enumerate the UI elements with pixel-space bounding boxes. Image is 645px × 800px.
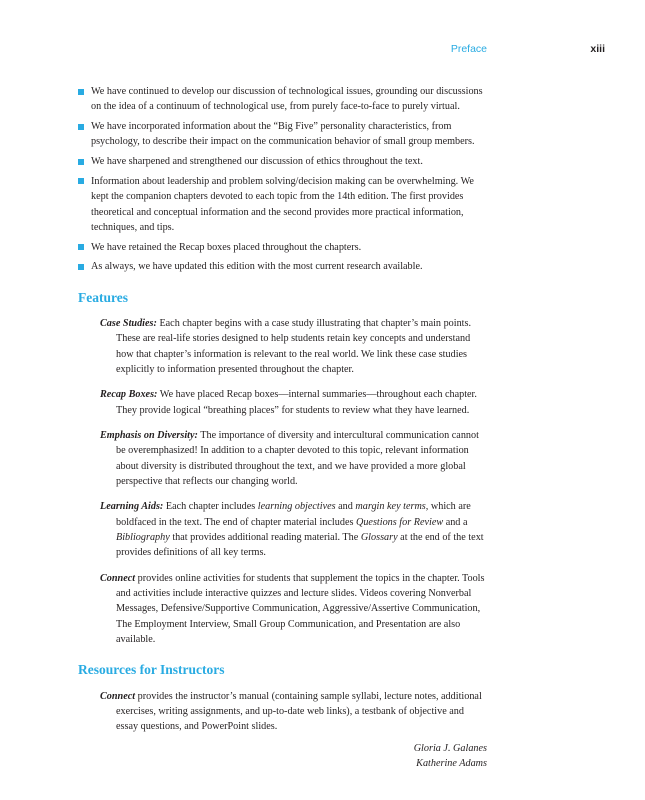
feature-term: Learning Aids: [100,501,164,513]
feature-term: Connect [100,690,136,702]
page-body [78,84,488,738]
list-item: We have incorporated information about the “Big Five” personality characteristics, from psychology, to describe their impact on the communication behavior of small group members. [78,119,488,150]
resources-heading: Resources for Instructors [78,662,225,678]
resource-connect: Connect provides the instructor’s manual (containing sample syllabi, lecture notes, additional exercises, writing assignments, and up-to-date web links), a testbank of objective and essay questions, and PowerPoint slides. [100,690,482,733]
running-head: Preface [450,43,487,55]
feature-recap-boxes: Recap Boxes: We have placed Recap boxes—internal summaries—throughout each chapter. They provide logical “breathing places” for students to review what they have learned. [100,389,477,416]
feature-diversity: Emphasis on Diversity: The importance of diversity and intercultural communication cannot be overemphasized! In addition to a chapter devoted to this topic, relevant information about diversity is distributed throughout the text, and we have provided a more global perspective that reflects our changing world. [100,430,479,487]
list-item: Information about leadership and problem solving/decision making can be overwhelming. We kept the companion chapters devoted to each topic from the 14th edition. The first provides theoretical and conceptual information and the second provides more practical information, techniques, and tips. [78,174,488,235]
features-heading: Features [78,289,128,305]
author-name: Katherine Adams [416,758,487,770]
feature-learning-aids: Learning Aids: Each chapter includes learning objectives and margin key terms, which are boldfaced in the text. The end of chapter material includes Questions for Review and a Bibliography that provides additional reading material. The Glossary at the end of the text provides definitions of all key terms. [100,501,484,559]
list-item: We have retained the Recap boxes placed throughout the chapters. [78,240,488,255]
author-name: Gloria J. Galanes [413,743,487,754]
feature-term: Case Studies: [100,317,157,329]
list-item: We have sharpened and strengthened our discussion of ethics throughout the text. [78,154,488,169]
square-bullet-icon [78,264,84,270]
list-item: As always, we have updated this edition with the most current research available. [78,259,488,274]
feature-term: Emphasis on Diversity: [100,430,198,442]
new-features-list [78,84,488,275]
page-number: xiii [590,43,605,55]
page-header [0,43,645,59]
square-bullet-icon [78,159,84,165]
list-item: We have continued to develop our discussion of technological issues, grounding our discussions on the idea of a continuum of technological use, from purely face-to-face to purely virtual. [78,84,488,115]
square-bullet-icon [78,124,84,130]
square-bullet-icon [78,89,84,95]
feature-case-studies: Case Studies: Each chapter begins with a case study illustrating that chapter’s main points. These are real-life stories designed to help students retain key concepts and understand how that chapter’s information is relevant to the real world. We link these case studies explicitly to information presented throughout the chapter. [100,317,472,375]
feature-term: Recap Boxes: [100,389,158,401]
feature-connect: Connect provides online activities for students that supplement the topics in the chapter. Tools and activities include interactive quizzes and lecture slides. Videos covering Nonverbal Messages, Defensive/Supportive Communication, Aggressive/Assertive Communication, The Employment Interview, Small Group Communication, and Presentation are also available. [100,572,485,646]
feature-term: Connect [100,572,136,584]
square-bullet-icon [78,178,84,184]
author-signature [414,741,487,772]
square-bullet-icon [78,244,84,250]
